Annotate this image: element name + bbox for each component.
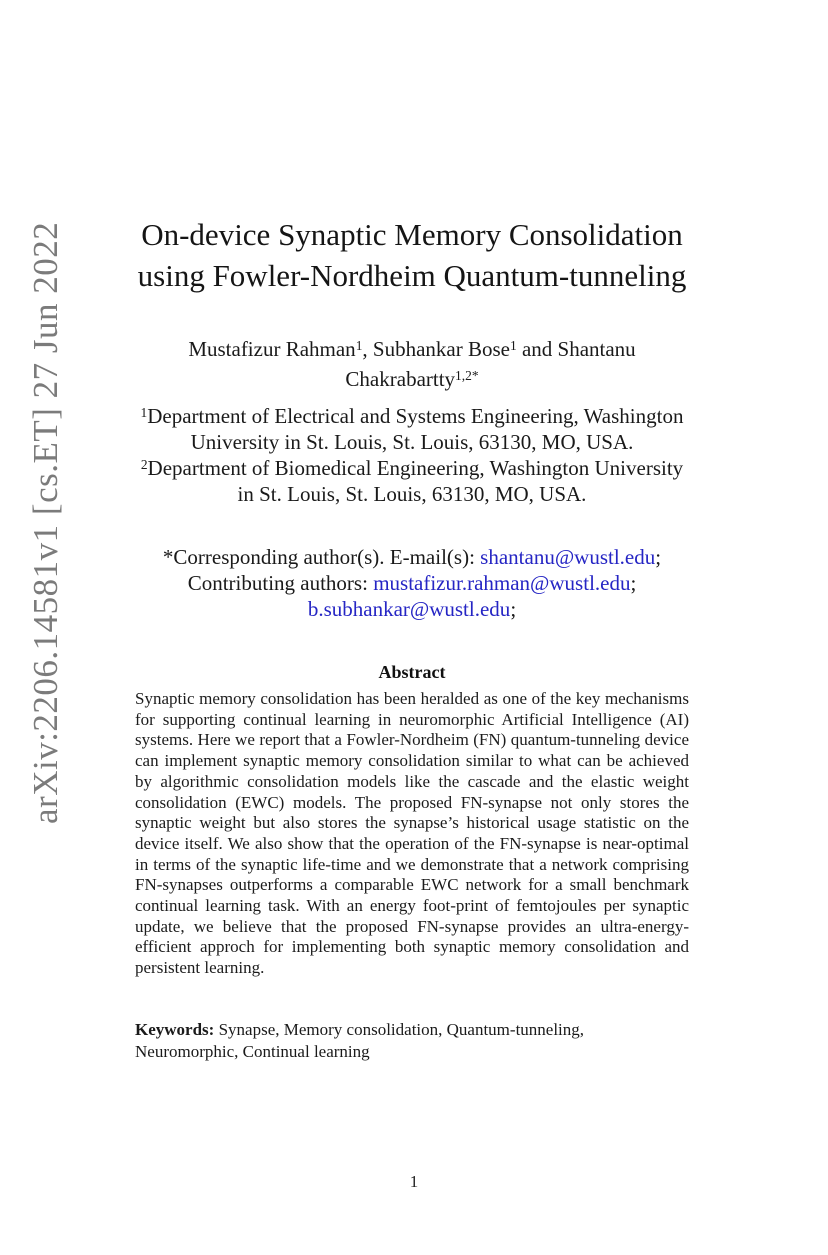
contributing-email-link-2[interactable]: b.subhankar@wustl.edu <box>307 597 511 621</box>
keywords-list: Synapse, Memory consolidation, Quantum-tunneling, Neuromorphic, Continual learning <box>135 1020 585 1061</box>
author-name-3: Chakrabartty <box>345 367 456 391</box>
abstract-heading: Abstract <box>378 662 446 682</box>
affiliation-1-line2: University in St. Louis, St. Louis, 63130, MO, USA. <box>190 430 634 454</box>
affiliation-2-line1: Department of Biomedical Engineering, Washington University <box>147 456 684 480</box>
author-name-2: , Subhankar Bose <box>362 337 510 361</box>
affiliation-1-line1: Department of Electrical and Systems Engineering, Washington <box>147 404 684 428</box>
contributing-email-separator-1: ; <box>630 571 637 595</box>
authors-line <box>112 334 712 394</box>
affiliation-2-marker: 2 <box>140 456 148 472</box>
contributing-authors-label: Contributing authors: <box>187 571 374 595</box>
corresponding-author-label: *Corresponding author(s). E-mail(s): <box>162 545 481 569</box>
affiliation-item-2 <box>112 455 712 507</box>
abstract-text: Synaptic memory consolidation has been heralded as one of the key mechanisms for supporting continual learning in neuromorphic Artificial Intelligence (AI) systems. Here we report that a Fowler-Nordheim (FN) quantum-tunneling device can implement synaptic memory consolidation similar to what can be achieved by algorithmic consolidation models like the cascade and the elastic weight consolidation (EWC) models. The proposed FN-synapse not only stores the synaptic weight but also stores the synapse’s historical usage statistic on the device itself. We also show that the operation of the FN-synapse is near-optimal in terms of the synaptic life-time and we demonstrate that a network comprising FN-synapses outperforms a comparable EWC network for a small benchmark continual learning task. With an energy foot-print of femtojoules per synaptic update, we believe that the proposed FN-synapse provides an ultra-energy-efficient approch for implementing both synaptic memory consolidation and persistent learning. <box>135 689 689 978</box>
keywords-block <box>135 1019 689 1062</box>
author-affmark-1: 1 <box>355 337 363 353</box>
paper-title <box>112 214 712 296</box>
affiliation-item-1 <box>112 403 712 455</box>
paper-title-line1: On-device Synaptic Memory Consolidation <box>141 217 683 252</box>
page-number: 1 <box>409 1172 419 1191</box>
contributing-email-separator-2: ; <box>510 597 517 621</box>
contributing-email-link-1[interactable]: mustafizur.rahman@wustl.edu <box>373 571 631 595</box>
corresponding-email-separator: ; <box>655 545 662 569</box>
affiliations-block <box>112 403 712 507</box>
author-conjunction: and Shantanu <box>516 337 636 361</box>
correspondence-block <box>112 544 712 622</box>
corresponding-email-link[interactable]: shantanu@wustl.edu <box>480 545 656 569</box>
author-name-1: Mustafizur Rahman <box>188 337 356 361</box>
keywords-label: Keywords: <box>135 1020 215 1039</box>
author-affmark-3: 1,2* <box>455 367 479 383</box>
affiliation-1-marker: 1 <box>140 404 148 420</box>
author-affmark-2: 1 <box>509 337 517 353</box>
paper-title-line2: using Fowler-Nordheim Quantum-tunneling <box>137 258 687 293</box>
affiliation-2-line2: in St. Louis, St. Louis, 63130, MO, USA. <box>237 482 587 506</box>
arxiv-stamp: arXiv:2206.14581v1 [cs.ET] 27 Jun 2022 <box>26 221 65 824</box>
